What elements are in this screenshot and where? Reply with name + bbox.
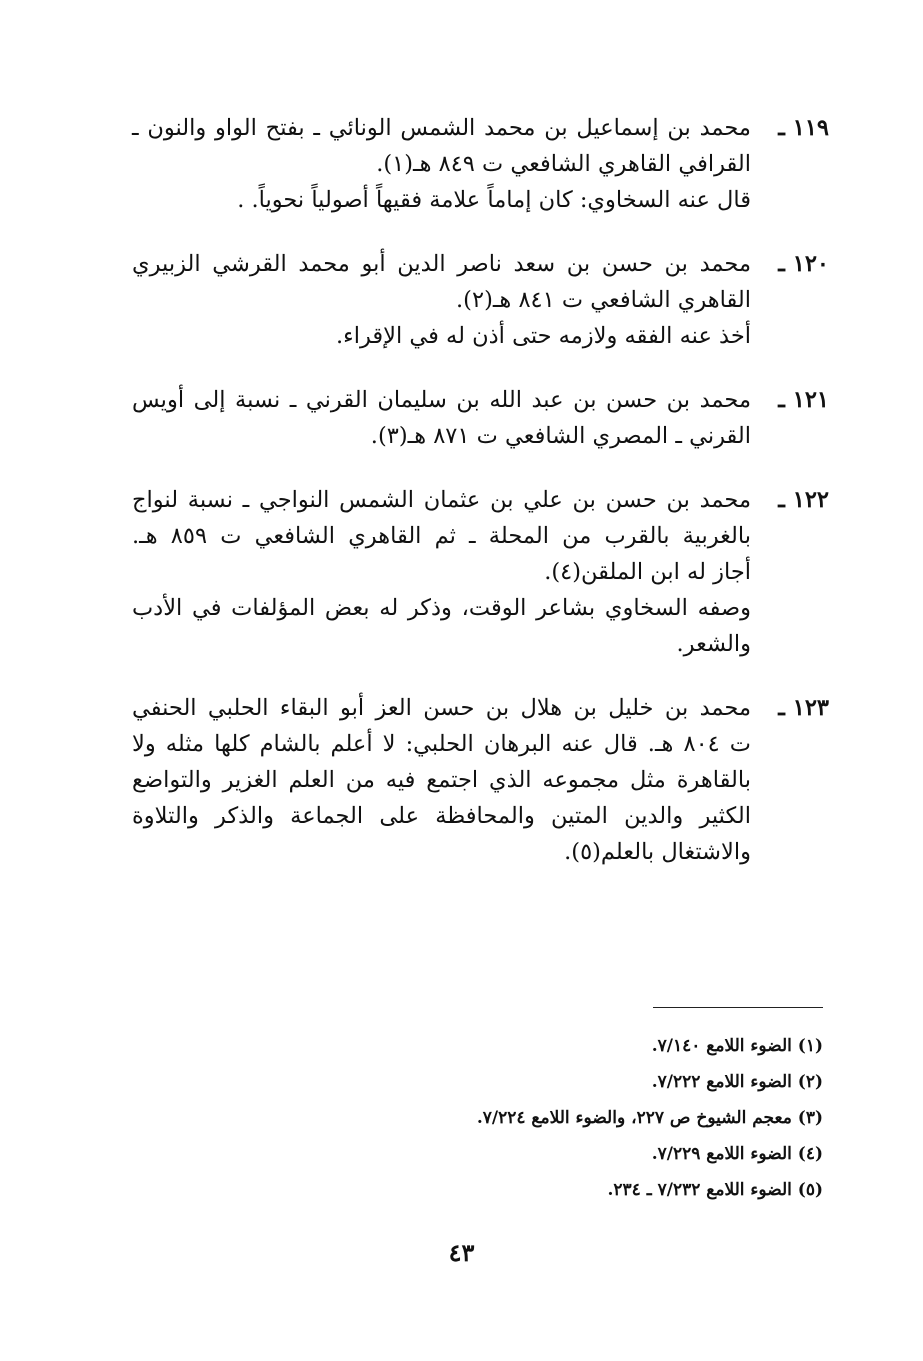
biography-entry-120	[132, 246, 829, 354]
entry-text-line: محمد بن حسن بن سعد ناصر الدين أبو محمد القرشي الزبيري	[132, 251, 751, 277]
entry-number: ١١٩ ـ	[778, 115, 829, 141]
entry-text-line: القرني ـ المصري الشافعي ت ٨٧١ هـ(٣).	[370, 423, 751, 449]
entry-number: ١٢١ ـ	[778, 387, 829, 413]
entry-number: ١٢٢ ـ	[778, 487, 829, 513]
entry-text-line: والاشتغال بالعلم(٥).	[564, 839, 751, 865]
footnote-separator	[653, 1007, 823, 1008]
entry-text-line: ت ٨٠٤ هـ. قال عنه البرهان الحلبي: لا أعلم بالشام كلها مثله ولا	[132, 731, 751, 757]
entry-text-line: الكثير والدين المتين والمحافظة على الجماعة والذكر والتلاوة	[132, 803, 751, 829]
entry-text-line: القرافي القاهري الشافعي ت ٨٤٩ هـ(١).	[376, 151, 751, 177]
biography-entry-123	[132, 690, 829, 870]
page-number: ٤٣	[448, 1238, 475, 1267]
footnote-3: (٣) معجم الشيوخ ص ٢٢٧، والضوء اللامع ٧/٢٢٤.	[476, 1108, 823, 1128]
biography-entry-122	[132, 482, 829, 662]
footnote-2: (٢) الضوء اللامع ٧/٢٢٢.	[651, 1072, 823, 1092]
entry-text-line: بالقاهرة مثل مجموعه الذي اجتمع فيه من العلم الغزير والتواضع	[132, 767, 751, 793]
biography-entry-119	[132, 110, 829, 218]
entry-text-line: قال عنه السخاوي: كان إماماً علامة فقيهاً أصولياً نحوياً. .	[237, 187, 751, 213]
entry-text-line: أجاز له ابن الملقن(٤).	[544, 559, 751, 585]
entry-text-line: محمد بن حسن بن عبد الله بن سليمان القرني ـ نسبة إلى أويس	[132, 387, 751, 413]
biography-entry-121	[132, 382, 829, 454]
entry-text-line: محمد بن إسماعيل بن محمد الشمس الونائي ـ بفتح الواو والنون ـ	[132, 115, 751, 141]
entry-text-line: أخذ عنه الفقه ولازمه حتى أذن له في الإقراء.	[336, 323, 751, 349]
entry-text-line: محمد بن حسن بن علي بن عثمان الشمس النواجي ـ نسبة لنواج	[132, 487, 751, 513]
entry-number: ١٢٠ ـ	[778, 251, 829, 277]
entry-text-line: والشعر.	[676, 631, 751, 657]
footnote-4: (٤) الضوء اللامع ٧/٢٢٩.	[651, 1144, 823, 1164]
footnotes	[263, 1028, 823, 1208]
entry-text-line: محمد بن خليل بن هلال بن حسن العز أبو البقاء الحلبي الحنفي	[132, 695, 751, 721]
footnote-1: (١) الضوء اللامع ٧/١٤٠.	[651, 1036, 823, 1056]
entry-text-line: وصفه السخاوي بشاعر الوقت، وذكر له بعض المؤلفات في الأدب	[132, 595, 751, 621]
footnote-5: (٥) الضوء اللامع ٧/٢٣٢ ـ ٢٣٤.	[607, 1180, 823, 1200]
entry-text-line: بالغربية بالقرب من المحلة ـ ثم القاهري الشافعي ت ٨٥٩ هـ.	[132, 523, 751, 549]
entry-text-line: القاهري الشافعي ت ٨٤١ هـ(٢).	[456, 287, 751, 313]
entry-number: ١٢٣ ـ	[778, 695, 829, 721]
